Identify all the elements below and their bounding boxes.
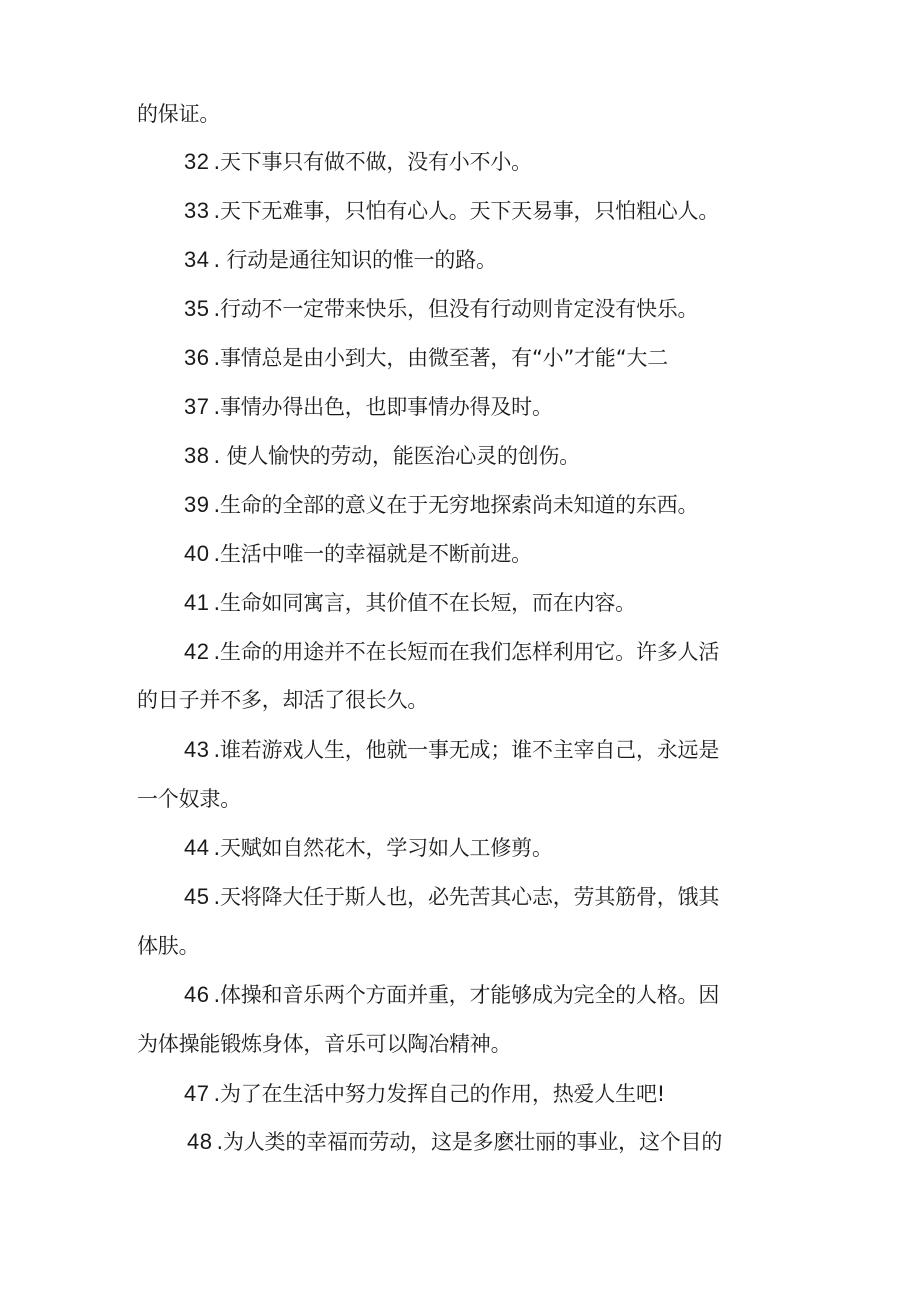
quote-item-37: [0, 389, 920, 425]
line-text: 的日子并不多，却活了很长久。: [137, 688, 429, 712]
quote-item-42: [0, 634, 920, 670]
item-text: . 使人愉快的劳动，能医治心灵的创伤。: [213, 444, 581, 468]
item-text: .生命的用途并不在长短而在我们怎样利用它。许多人活: [213, 640, 720, 664]
quote-item-43: [0, 732, 920, 768]
quote-item-38: [0, 438, 920, 474]
item-number: 44: [184, 835, 210, 860]
item-text: .谁若游戏人生，他就一事无成；谁不主宰自己，永远是: [213, 738, 720, 762]
item-text: .行动不一定带来快乐，但没有行动则肯定没有快乐。: [213, 297, 699, 321]
item-number: 35: [184, 296, 210, 321]
item-number: 32: [184, 149, 210, 174]
item-text: .生命如同寓言，其价值不在长短，而在内容。: [213, 591, 636, 615]
text-line: [0, 682, 920, 718]
line-text: 的保证。: [137, 102, 221, 126]
item-number: 47: [184, 1081, 210, 1106]
text-line: [0, 781, 920, 817]
item-number: 33: [184, 198, 210, 223]
text-line: [0, 96, 920, 132]
item-number: 36: [184, 345, 210, 370]
item-number: 41: [184, 590, 210, 615]
item-text: . 行动是通往知识的惟一的路。: [213, 248, 497, 272]
quote-item-36: [0, 340, 920, 376]
quote-item-34: [0, 242, 920, 278]
line-text: 为体操能锻炼身体，音乐可以陶冶精神。: [137, 1032, 512, 1056]
quote-item-47: [0, 1076, 920, 1112]
item-text: .体操和音乐两个方面并重，才能够成为完全的人格。因: [213, 983, 720, 1007]
item-number: 40: [184, 541, 210, 566]
text-line: [0, 928, 920, 964]
quote-item-32: [0, 144, 920, 180]
quote-item-45: [0, 879, 920, 915]
item-number: 48: [187, 1129, 213, 1154]
quote-item-35: [0, 291, 920, 327]
quote-item-33: [0, 193, 920, 229]
item-text: .事情办得出色，也即事情办得及时。: [213, 395, 553, 419]
item-text: .生命的全部的意义在于无穷地探索尚未知道的东西。: [213, 493, 699, 517]
item-number: 43: [184, 737, 210, 762]
item-number: 34: [184, 247, 210, 272]
line-text: 体肤。: [137, 934, 200, 958]
quote-item-39: [0, 487, 920, 523]
quote-item-46: [0, 977, 920, 1013]
item-number: 37: [184, 394, 210, 419]
item-number: 42: [184, 639, 210, 664]
item-number: 46: [184, 982, 210, 1007]
item-text: .天下无难事，只怕有心人。天下天易事，只怕粗心人。: [213, 199, 720, 223]
text-line: [0, 1026, 920, 1062]
quote-item-48: [0, 1124, 920, 1160]
quote-item-41: [0, 585, 920, 621]
item-text: .事情总是由小到大，由微至著，有“小”才能“大二: [213, 346, 668, 370]
item-number: 39: [184, 492, 210, 517]
line-text: 一个奴隶。: [137, 787, 241, 811]
item-text: .为了在生活中努力发挥自己的作用，热爱人生吧!: [213, 1082, 665, 1106]
item-text: .为人类的幸福而劳动，这是多麽壮丽的事业，这个目的: [216, 1130, 723, 1154]
item-number: 38: [184, 443, 210, 468]
quote-item-40: [0, 536, 920, 572]
item-text: .天将降大任于斯人也，必先苦其心志，劳其筋骨，饿其: [213, 885, 720, 909]
item-text: .天下事只有做不做，没有小不小。: [213, 150, 532, 174]
item-text: .天赋如自然花木，学习如人工修剪。: [213, 836, 553, 860]
item-number: 45: [184, 884, 210, 909]
quote-item-44: [0, 830, 920, 866]
item-text: .生活中唯一的幸福就是不断前进。: [213, 542, 532, 566]
